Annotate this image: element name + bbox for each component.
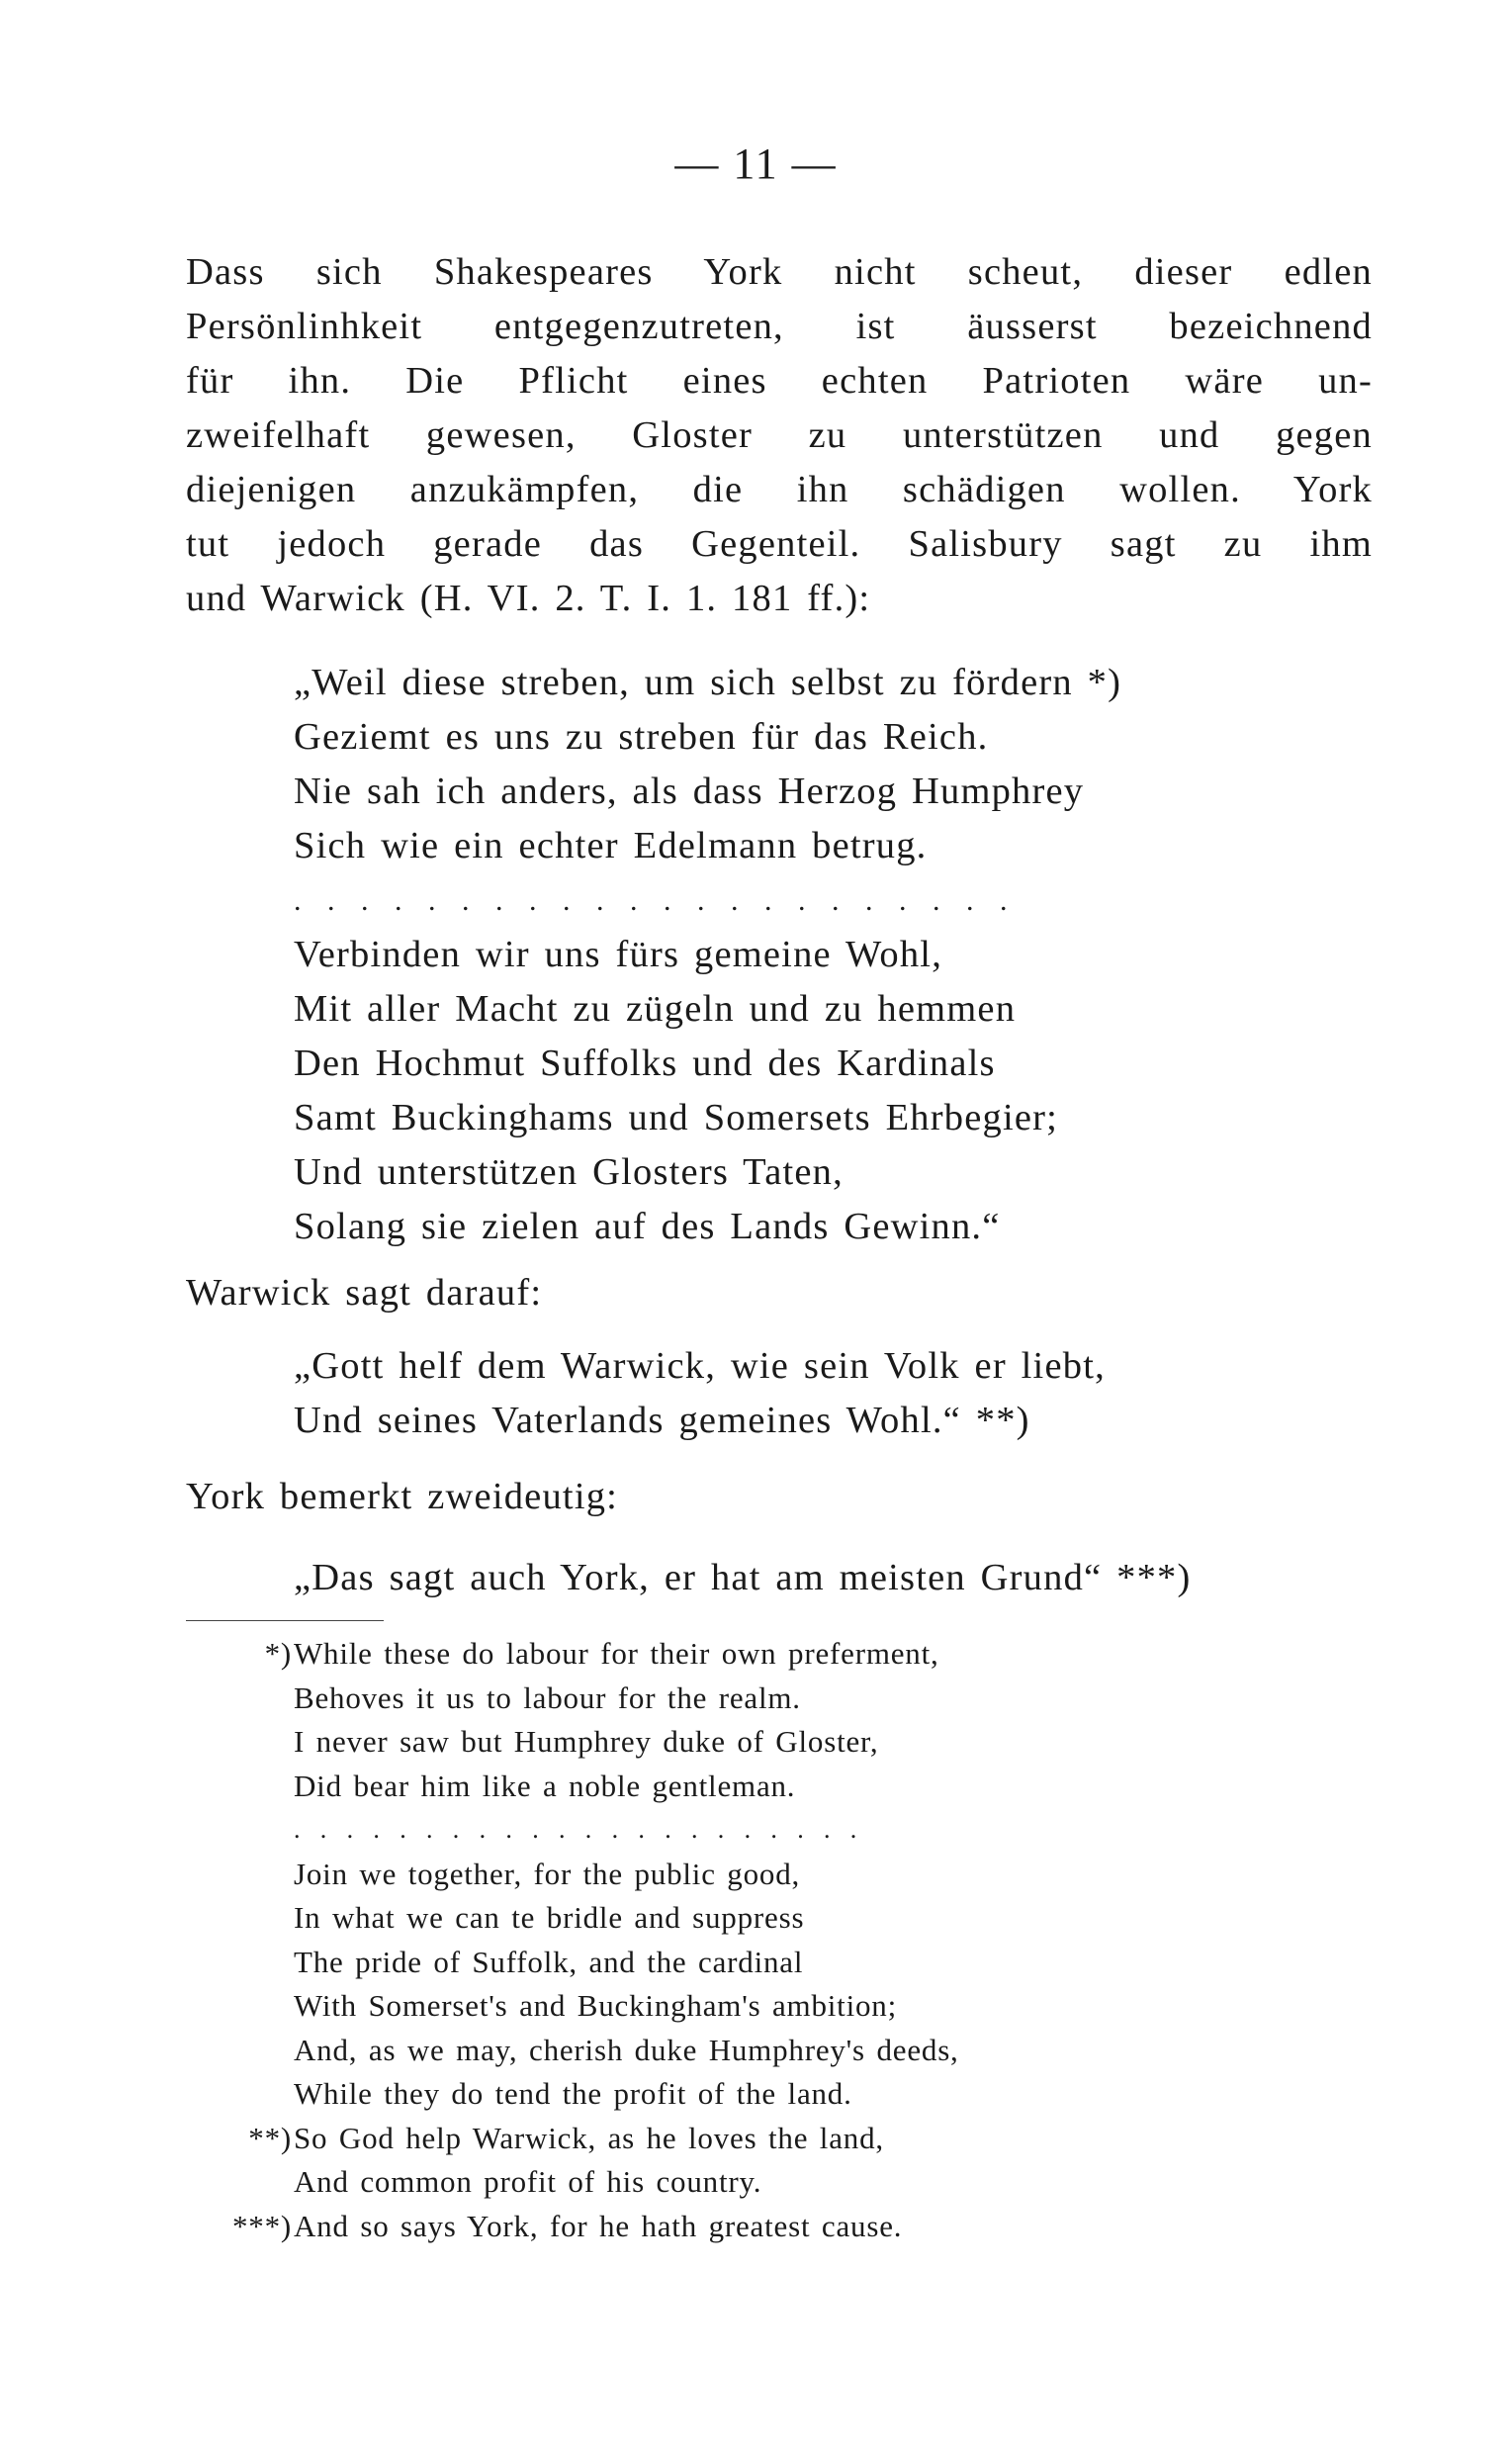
footnote-line: With Somerset's and Buckingham's ambition; xyxy=(294,1988,898,2023)
paragraph-line: tut jedoch gerade das Gegenteil. Salisbury sagt zu ihm xyxy=(186,523,1373,565)
footnote-divider xyxy=(186,1620,384,1621)
verse-line: Den Hochmut Suffolks und des Kardinals xyxy=(294,1043,996,1084)
verse-line: Nie sah ich anders, als dass Herzog Humphrey xyxy=(294,771,1085,812)
footnote-line xyxy=(198,2205,1187,2249)
footnote-marker: ***) xyxy=(231,2208,292,2243)
quote-salisbury-part1 xyxy=(294,656,1121,928)
footnote-marker: **) xyxy=(248,2120,292,2155)
verse-line: „Weil diese streben, um sich selbst zu fördern *) xyxy=(294,662,1122,703)
body-paragraph xyxy=(186,245,1373,626)
ellipsis-dots: ...................... xyxy=(294,1815,877,1844)
footnote-line: I never saw but Humphrey duke of Gloster, xyxy=(294,1724,879,1759)
intro-york: York bemerkt zweideutig: xyxy=(186,1476,619,1517)
footnote-line xyxy=(198,2117,1187,2161)
ellipsis-dots: ...................... xyxy=(294,884,1033,917)
footnote-text: While these do labour for their own preferment, xyxy=(294,1636,939,1671)
paragraph-line: diejenigen anzukämpfen, die ihn schädigen wollen. York xyxy=(186,469,1373,510)
footnote-text: So God help Warwick, as he loves the land, xyxy=(294,2120,884,2155)
footnote-line: In what we can te bridle and suppress xyxy=(294,1900,805,1935)
footnote-line xyxy=(198,1632,1187,1677)
paragraph-line: und Warwick (H. VI. 2. T. I. 1. 181 ff.): xyxy=(186,578,871,619)
paragraph-line: zweifelhaft gewesen, Gloster zu unterstützen und gegen xyxy=(186,414,1373,456)
footnote-line: The pride of Suffolk, and the cardinal xyxy=(294,1944,804,1979)
verse-line: Geziemt es uns zu streben für das Reich. xyxy=(294,716,989,758)
paragraph-line: Persönlinhkeit entgegenzutreten, ist äusserst bezeichnend xyxy=(186,306,1373,347)
footnote-text: And so says York, for he hath greatest cause. xyxy=(294,2208,903,2243)
footnote-marker: *) xyxy=(264,1636,292,1671)
verse-line: Sich wie ein echter Edelmann betrug. xyxy=(294,825,928,866)
footnote-line: And common profit of his country. xyxy=(294,2164,762,2199)
paragraph-line: Dass sich Shakespeares York nicht scheut, dieser edlen xyxy=(186,251,1373,293)
verse-line: „Das sagt auch York, er hat am meisten Grund“ ***) xyxy=(294,1557,1192,1598)
page-number: — 11 — xyxy=(674,139,838,188)
quote-york xyxy=(294,1551,1192,1605)
footnote-line: Behoves it us to labour for the realm. xyxy=(294,1679,801,1715)
verse-line: Und seines Vaterlands gemeines Wohl.“ **) xyxy=(294,1400,1030,1441)
verse-line: Und unterstützen Glosters Taten, xyxy=(294,1151,844,1193)
quote-salisbury-part2 xyxy=(294,928,1058,1254)
verse-line: „Gott helf dem Warwick, wie sein Volk er liebt, xyxy=(294,1345,1106,1387)
verse-line: Samt Buckinghams und Somersets Ehrbegier; xyxy=(294,1097,1059,1138)
footnote-line: Join we together, for the public good, xyxy=(294,1856,801,1891)
quote-warwick xyxy=(294,1339,1106,1448)
intro-warwick: Warwick sagt darauf: xyxy=(186,1272,543,1314)
footnote-line: And, as we may, cherish duke Humphrey's deeds, xyxy=(294,2032,959,2067)
footnote-line: While they do tend the profit of the land. xyxy=(294,2076,852,2111)
paragraph-line: für ihn. Die Pflicht eines echten Patrioten wäre un- xyxy=(186,360,1373,402)
verse-line: Verbinden wir uns fürs gemeine Wohl, xyxy=(294,934,943,975)
verse-line: Mit aller Macht zu zügeln und zu hemmen xyxy=(294,988,1017,1030)
footnotes xyxy=(198,1632,1187,2248)
footnote-line: Did bear him like a noble gentleman. xyxy=(294,1768,796,1803)
verse-line: Solang sie zielen auf des Lands Gewinn.“ xyxy=(294,1206,1001,1247)
